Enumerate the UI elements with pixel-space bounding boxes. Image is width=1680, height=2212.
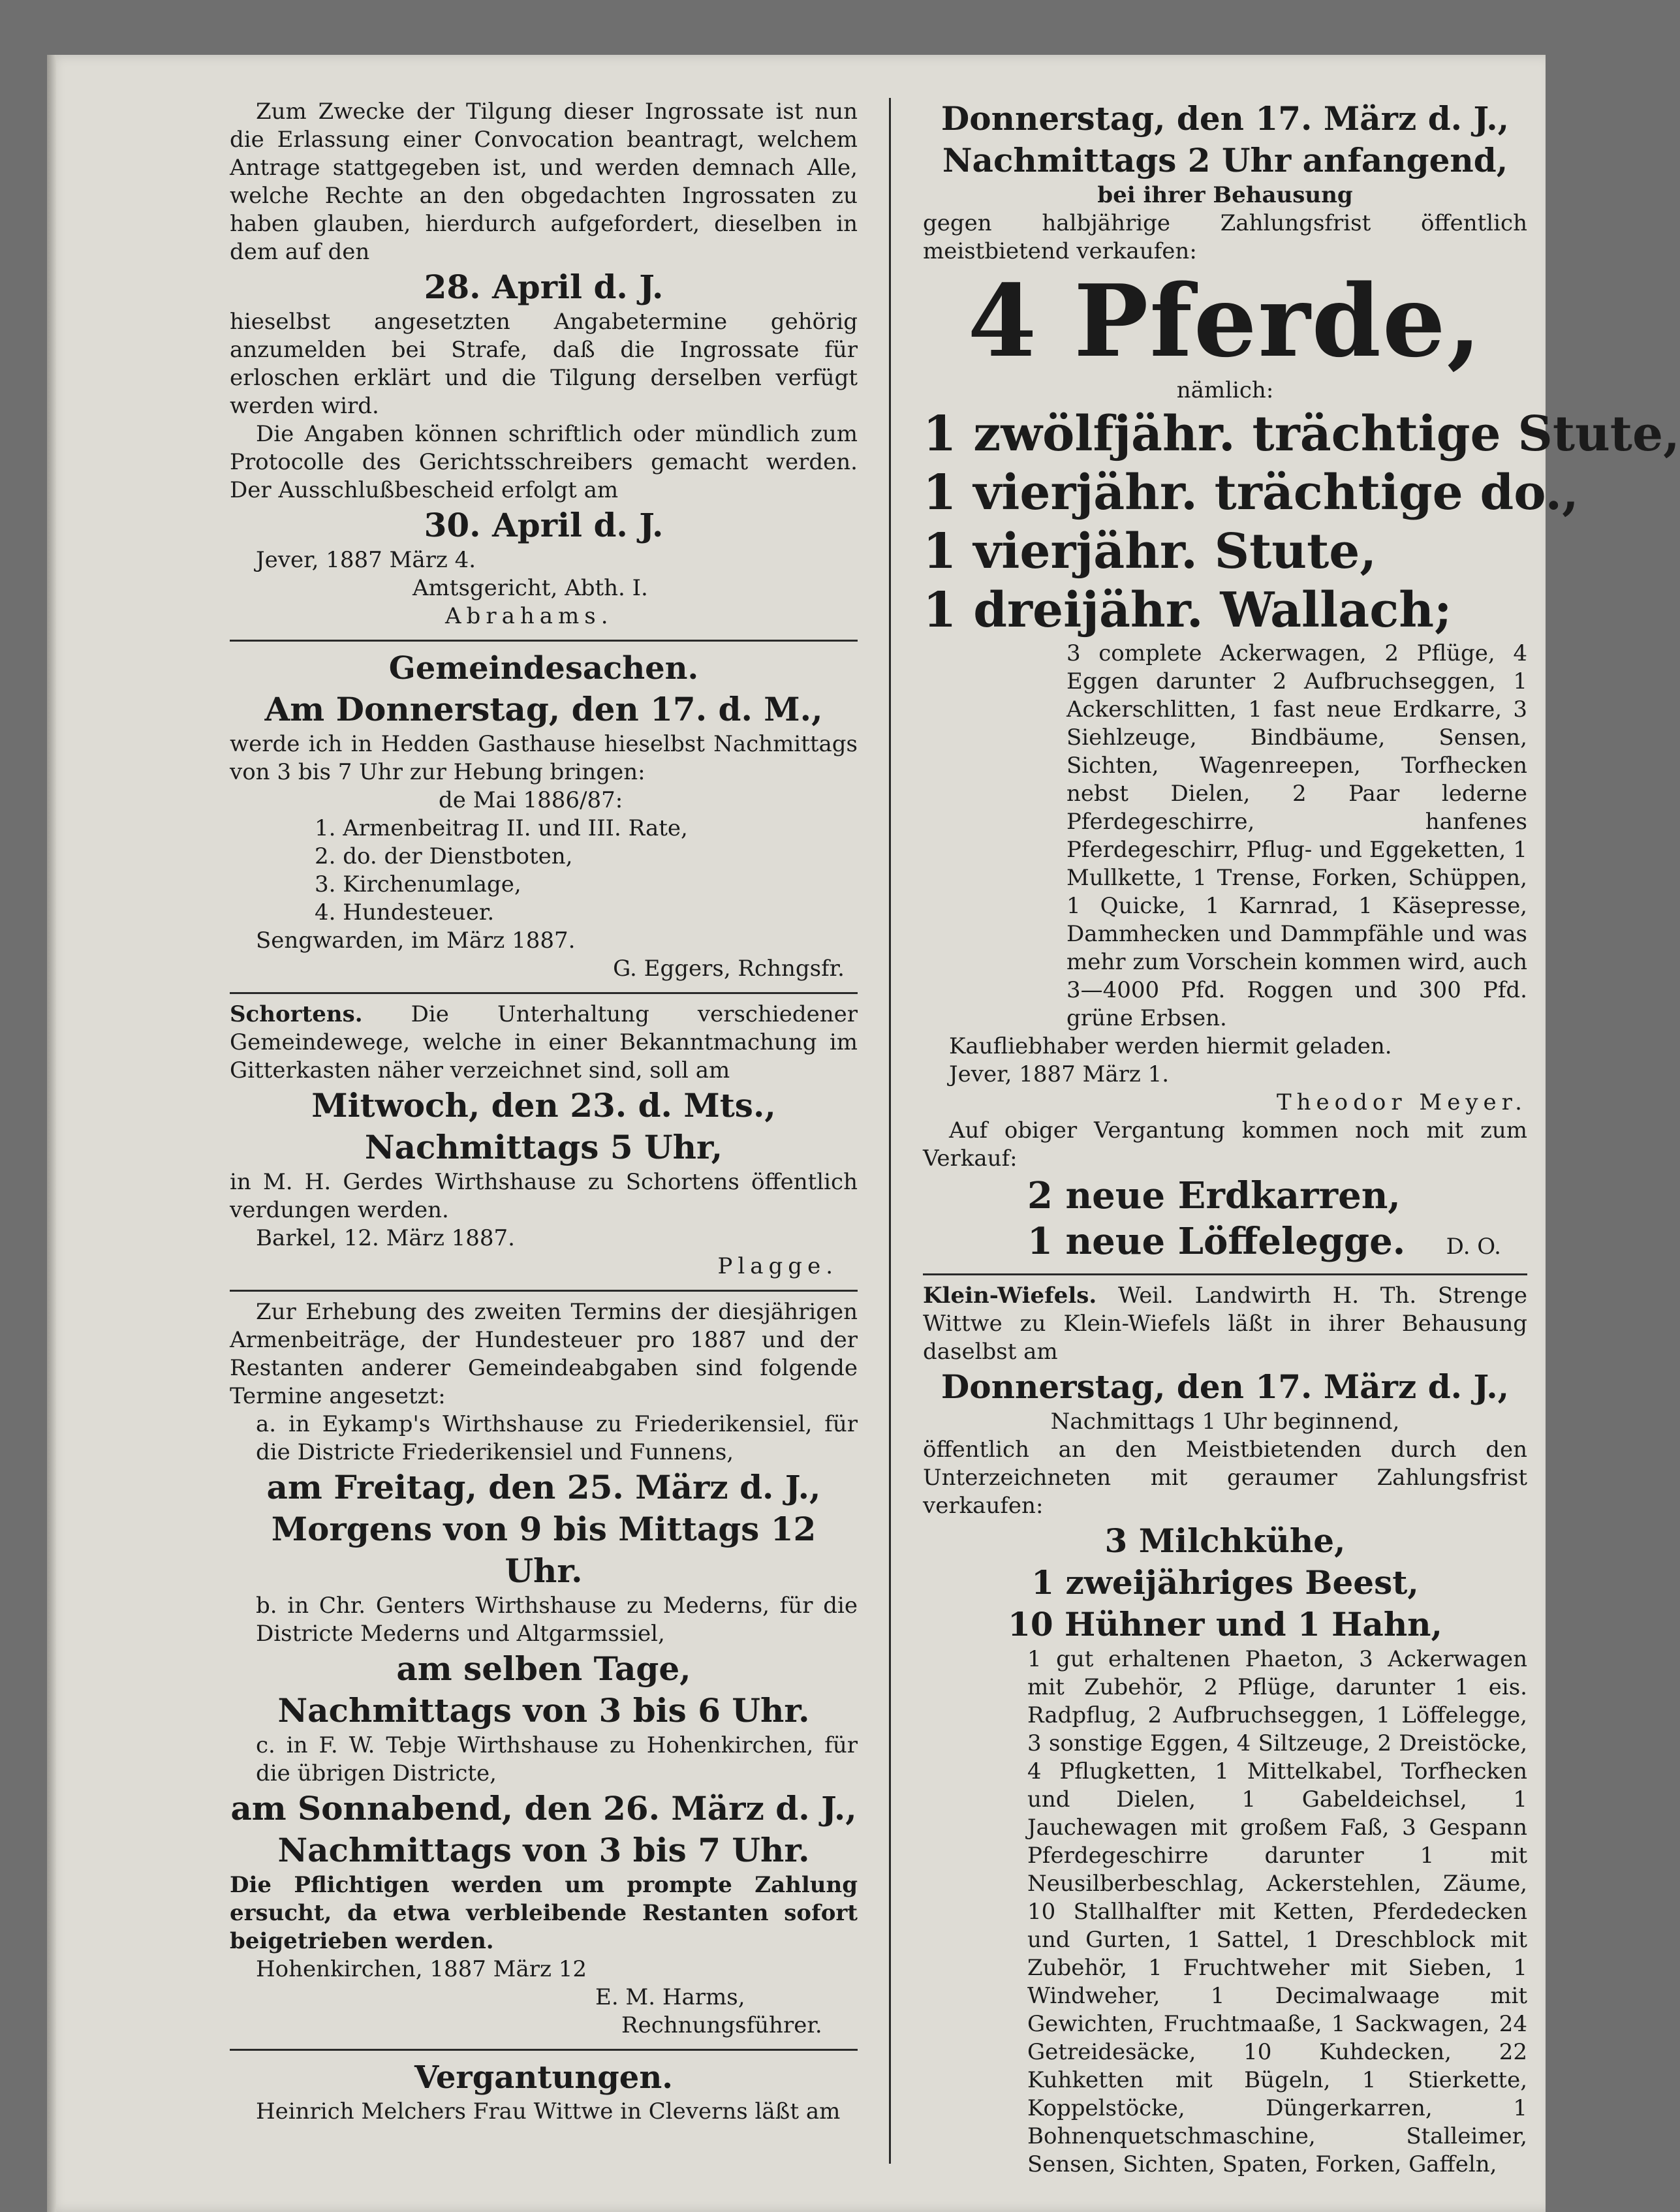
hebung-paragraph: Zur Erhebung des zweiten Termins der diesjährigen Armenbeiträge, der Hundesteuer pro 1887 und der Restanten anderer Gemeindeabgaben sind folgende Termine angesetzt:	[230, 1299, 858, 1409]
hebung-c-date: am Sonnabend, den 26. März d. J.,	[230, 1789, 857, 1828]
hebung-bold-notice: Die Pflichtigen werden um prompte Zahlung ersucht, da etwa verbleibende Restanten sofort beigetrieben werden.	[230, 1872, 858, 1954]
hebung-a-time: Morgens von 9 bis Mittags 12 Uhr.	[271, 1510, 817, 1590]
signer-eggers: G. Eggers, Rchngsfr.	[613, 956, 845, 982]
gemeinde-place: Sengwarden, im März 1887.	[256, 927, 576, 954]
meyer-extra-1: 2 neue Erdkarren,	[1027, 1174, 1401, 1217]
meyer-invite: Kaufliebhaber werden hiermit geladen.	[949, 1033, 1392, 1059]
meyer-extra-2: 1 neue Löffelegge.	[1027, 1220, 1406, 1263]
wiefels-paragraph	[923, 1282, 1527, 1366]
section-rule	[230, 1290, 858, 1292]
hebung-b-time: Nachmittags von 3 bis 6 Uhr.	[277, 1691, 810, 1730]
meyer-date: Donnerstag, den 17. März d. J.,	[941, 99, 1510, 138]
hebung-b: b. in Chr. Genters Wirthshause zu Mederns, für die Districte Mederns und Altgarmssiel,	[256, 1593, 858, 1647]
meyer-extra: Auf obiger Vergantung kommen noch mit zum Verkauf:	[923, 1117, 1527, 1172]
gemeinde-period: de Mai 1886/87:	[439, 787, 623, 813]
right-column	[923, 98, 1680, 2179]
schortens-label: Schortens.	[230, 1001, 363, 1027]
wiefels-big-1: 3 Milchkühe,	[1104, 1521, 1346, 1560]
vergantungen-paragraph: Heinrich Melchers Frau Wittwe in Cleverns läßt am	[256, 2098, 841, 2125]
left-column	[230, 98, 858, 2126]
signer-plagge: Plagge.	[717, 1253, 838, 1279]
gemeinde-item: 4. Hundesteuer.	[315, 899, 495, 926]
meyer-extra-row	[923, 1219, 1527, 1264]
gemeinde-item: 3. Kirchenumlage,	[315, 871, 521, 897]
wiefels-items: 1 gut erhaltenen Phaeton, 3 Ackerwagen mit Zubehör, 2 Pflüge, darunter 1 eis. Radpflug, 2 Aufbruchseggen, 1 Löffelegge, 3 sonstige Eggen, 4 Siltzeuge, 2 Dreistöcke, 4 Pflugketten, 1 Mittelkabel, Torfhecken und Dielen, 1 Gabeldeichsel, 1 Jauchewagen mit großem Faß, 3 Gespann Pferdegeschirre darunter 1 mit Neusilberbeschlag, Ackerstehlen, Zäume, 10 Stallhalfter mit Ketten, Pferdedecken und Gurten, 1 Sattel, 1 Dreschblock mit Zubehör, 1 Fruchtweher mit Sieben, 1 Windweher, 1 Decimalwaage mit Gewichten, Fruchtmaaße, 1 Sackwagen, 24 Getreidesäcke, 10 Kuhdecken, 22 Kuhketten mit Bügeln, 1 Stierkette, Koppelstöcke, Düngerkarren, 1 Bohnenquetschmaschine, Stalleimer, Sensen, Sichten, Spaten, Forken, Gaffeln,	[1027, 1646, 1527, 2177]
section-rule	[230, 2049, 858, 2051]
signer-harms: E. M. Harms,	[595, 1984, 745, 2010]
wiefels-date: Donnerstag, den 17. März d. J.,	[941, 1367, 1510, 1406]
horse-item: 1 dreijähr. Wallach;	[923, 582, 1452, 638]
signer-abrahams: Abrahams.	[445, 603, 614, 629]
naemlich: nämlich:	[1176, 377, 1274, 403]
heading-gemeindesachen: Gemeindesachen.	[388, 650, 699, 687]
hebung-b-date: am selben Tage,	[396, 1649, 691, 1688]
wiefels-big-2: 1 zweijähriges Beest,	[1031, 1563, 1419, 1602]
meyer-initials: D. O.	[1446, 1234, 1501, 1260]
meyer-paragraph: gegen halbjährige Zahlungsfrist öffentlich meistbietend verkaufen:	[923, 210, 1527, 264]
wiefels-time: Nachmittags 1 Uhr beginnend,	[1050, 1409, 1400, 1435]
signer-meyer: Theodor Meyer.	[1276, 1089, 1527, 1115]
wiefels-paragraph-2: öffentlich an den Meistbietenden durch den Unterzeichneten mit geraumer Zahlungsfrist verkaufen:	[923, 1437, 1527, 1519]
meyer-items: 3 complete Ackerwagen, 2 Pflüge, 4 Eggen darunter 2 Aufbruchseggen, 1 Ackerschlitten, 1 fast neue Erdkarre, 3 Siehlzeuge, Bindbäume, Sensen, Sichten, Wagenreepen, Torfhecken nebst Dielen, 2 Paar lederne Pferdegeschirre, hanfenes Pferdegeschirr, Pflug- und Eggeketten, 1 Mullkette, 1 Trense, Forken, Schüppen, 1 Quicke, 1 Karnrad, 1 Käsepresse, Dammhecken und Dammpfähle und was mehr zum Vorschein kommen wird, auch 3—4000 Pfd. Roggen und 300 Pfd. grüne Erbsen.	[1066, 640, 1527, 1031]
schortens-date: Mitwoch, den 23. d. Mts.,	[311, 1086, 776, 1125]
gemeinde-paragraph: werde ich in Hedden Gasthause hieselbst Nachmittags von 3 bis 7 Uhr zur Hebung bringen:	[230, 731, 858, 785]
column-divider	[889, 98, 891, 2164]
convocation-paragraph: Zum Zwecke der Tilgung dieser Ingrossate ist nun die Erlassung einer Convocation beantragt, welchem Antrage stattgegeben ist, und werden demnach Alle, welche Rechte an den obgedachten Ingrossaten zu haben glauben, hierdurch aufgefordert, dieselben in dem auf den	[230, 99, 858, 265]
schortens-text: Die Unterhaltung verschiedener Gemeindewege, welche in einer Bekanntmachung im Gitterkasten näher verzeichnet sind, soll am	[230, 1001, 858, 1083]
gemeinde-item: 1. Armenbeitrag II. und III. Rate,	[315, 815, 688, 841]
horse-item: 1 vierjähr. trächtige do.,	[923, 465, 1579, 521]
meyer-place-date: Jever, 1887 März 1.	[949, 1061, 1170, 1087]
heading-vergantungen: Vergantungen.	[414, 2059, 673, 2096]
wiefels-text: Weil. Landwirth H. Th. Strenge Wittwe zu Klein-Wiefels läßt in ihrer Behausung daselbst am	[923, 1283, 1528, 1365]
date-30-april: 30. April d. J.	[424, 506, 664, 544]
schortens-place-text: in M. H. Gerdes Wirthshause zu Schortens öffentlich verdungen werden.	[230, 1169, 858, 1223]
horse-item: 1 vierjähr. Stute,	[923, 523, 1377, 580]
schortens-place: Barkel, 12. März 1887.	[256, 1225, 515, 1251]
gemeinde-item: 2. do. der Dienstboten,	[315, 843, 573, 869]
termine-paragraph: hieselbst angesetzten Angabetermine gehörig anzumelden bei Strafe, daß die Ingrossate für erloschen erklärt und die Tilgung derselben verfügt werden wird.	[230, 309, 858, 419]
section-rule	[230, 640, 858, 642]
schortens-paragraph	[230, 1001, 858, 1085]
place-date: Jever, 1887 März 4.	[256, 547, 476, 573]
section-rule	[230, 992, 858, 994]
wiefels-big-3: 10 Hühner und 1 Hahn,	[1008, 1605, 1442, 1643]
section-rule	[923, 1273, 1527, 1275]
meyer-time: Nachmittags 2 Uhr anfangend,	[942, 141, 1508, 179]
hebung-a-date: am Freitag, den 25. März d. J.,	[266, 1468, 821, 1506]
hebung-c-time: Nachmittags von 3 bis 7 Uhr.	[277, 1831, 810, 1869]
date-28-april: 28. April d. J.	[424, 268, 664, 306]
hebung-a: a. in Eykamp's Wirthshause zu Friederikensiel, für die Districte Friederikensiel und Funnens,	[256, 1411, 858, 1465]
angaben-paragraph: Die Angaben können schriftlich oder mündlich zum Protocolle des Gerichtsschreibers gemacht werden. Der Ausschlußbescheid erfolgt am	[230, 421, 858, 503]
gemeinde-date: Am Donnerstag, den 17. d. M.,	[264, 690, 823, 728]
wiefels-label: Klein-Wiefels.	[923, 1283, 1097, 1309]
headline-4-pferde: 4 Pferde,	[967, 262, 1483, 379]
horse-item: 1 zwölfjähr. trächtige Stute,	[923, 406, 1680, 462]
hebung-place: Hohenkirchen, 1887 März 12	[256, 1956, 587, 1982]
page-edge	[47, 55, 56, 2212]
meyer-place: bei ihrer Behausung	[1097, 182, 1353, 208]
hebung-c: c. in F. W. Tebje Wirthshause zu Hohenkirchen, für die übrigen Districte,	[256, 1732, 858, 1786]
court-name: Amtsgericht, Abth. I.	[412, 575, 648, 601]
signer-title: Rechnungsführer.	[621, 2012, 822, 2038]
schortens-time: Nachmittags 5 Uhr,	[364, 1128, 723, 1166]
